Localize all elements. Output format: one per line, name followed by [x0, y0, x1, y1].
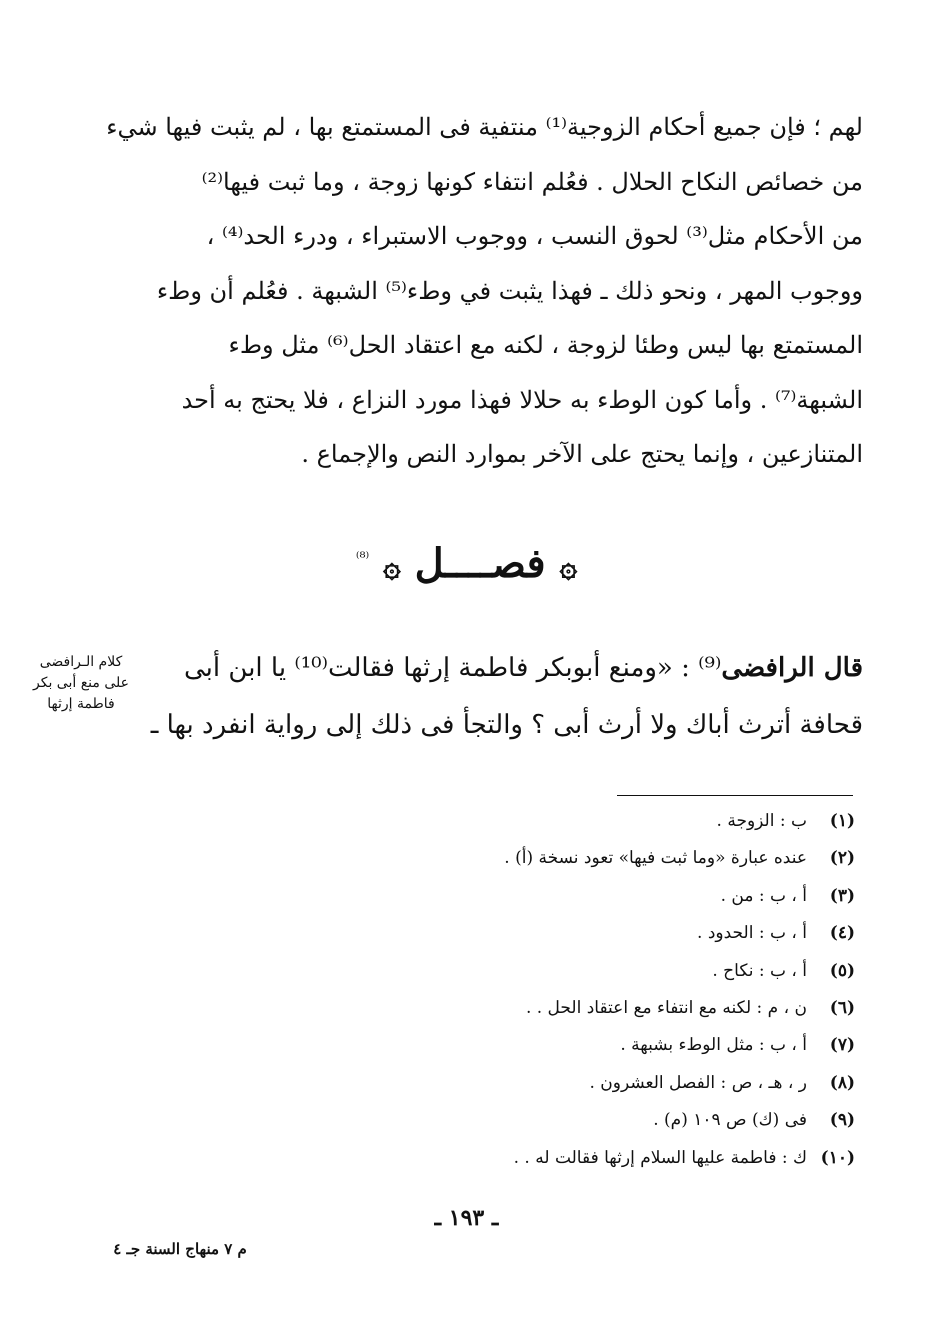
- claim-text: : «ومنع أبوبكر فاطمة إرثها فقالت⁽¹⁰⁾ يا ابن أبى: [184, 653, 699, 683]
- footnote-text: أ ، ب : نكاح .: [712, 960, 807, 981]
- margin-note-line: كلام الـرافضى: [39, 654, 123, 670]
- body-line: الشبهة⁽⁷⁾ . وأما كون الوطء به حلالا فهذا مورد النزاع ، فلا يحتج به أحد: [181, 385, 863, 414]
- claim-line: [155, 640, 863, 697]
- footnote-number: (٩): [829, 1110, 855, 1131]
- margin-note-line: فاطمة إرثها: [47, 696, 115, 712]
- footnote-number: (١٠): [820, 1147, 855, 1168]
- page-number: ـ ١٩٣ ـ: [434, 1205, 499, 1231]
- footnote-text: أ ، ب : الحدود .: [697, 923, 807, 944]
- footnote-list: [375, 803, 855, 1177]
- ornament-icon: ۞: [383, 549, 401, 585]
- body-paragraph: [106, 100, 863, 482]
- footnote-number: (٢): [829, 848, 855, 869]
- footnote-divider: [617, 795, 853, 796]
- footnote-text: ب : الزوجة .: [716, 811, 807, 831]
- footnote-number: (٥): [829, 960, 855, 981]
- footnote-item: [375, 840, 855, 877]
- claim-speaker: قال الرافضى: [721, 653, 863, 683]
- footnote-item: [375, 1065, 855, 1102]
- footnote-item: [375, 990, 855, 1027]
- footnote-item: [375, 878, 855, 915]
- footnote-item: [375, 1102, 855, 1139]
- claim-paragraph: [150, 640, 863, 754]
- footnote-number: (٨): [829, 1072, 855, 1093]
- margin-note-line: على منع أبى بكر: [33, 675, 129, 691]
- footnote-text: أ ، ب : من .: [720, 885, 807, 906]
- footnote-text: عنده عبارة «وما ثبت فيها» تعود نسخة (أ) .: [504, 848, 807, 869]
- footnote-text: ر ، هـ ، ص : الفصل العشرون .: [589, 1072, 807, 1093]
- body-line: من الأحكام مثل⁽³⁾ لحوق النسب ، ووجوب الاستبراء ، ودرء الحد⁽⁴⁾ ،: [206, 222, 863, 250]
- footnote-number: (٣): [829, 885, 855, 906]
- footnote-item: [375, 953, 855, 990]
- footnote-text: ن ، م : لكنه مع انتفاء مع اعتقاد الحل . .: [525, 998, 807, 1019]
- footnote-number: (٦): [829, 998, 855, 1019]
- body-line: المتنازعين ، وإنما يحتج على الآخر بموارد النص والإجماع .: [301, 440, 863, 468]
- footnote-number: (٧): [829, 1035, 855, 1056]
- footnote-item: [375, 1027, 855, 1064]
- body-line: لهم ؛ فإن جميع أحكام الزوجية⁽¹⁾ منتفية فى المستمتع بها ، لم يثبت فيها شيء: [106, 113, 863, 141]
- footnote-text: ك : فاطمة عليها السلام إرثها فقالت له . .: [513, 1147, 807, 1168]
- body-line: من خصائص النكاح الحلال . فعُلم انتفاء كونها زوجة ، وما ثبت فيها⁽²⁾: [201, 167, 863, 196]
- footnote-mark: ⁽⁹⁾: [698, 653, 722, 683]
- footnote-mark: ⁽⁸⁾: [355, 548, 370, 567]
- footnote-number: (٤): [829, 923, 855, 944]
- footnote-item: [375, 1140, 855, 1177]
- margin-note: [22, 652, 140, 715]
- footnote-text: أ ، ب : مثل الوطء بشبهة .: [620, 1035, 807, 1056]
- body-line: ووجوب المهر ، ونحو ذلك ـ فهذا يثبت في وطء⁽⁵⁾ الشبهة . فعُلم أن وطء: [156, 276, 863, 305]
- section-heading: [0, 540, 933, 587]
- footnote-item: [375, 803, 855, 840]
- printer-signature: م ٧ منهاج السنة جـ ٤: [113, 1240, 247, 1258]
- section-title: فصــــل: [414, 540, 546, 587]
- footnote-text: فى (ك) ص ١٠٩ (م) .: [653, 1110, 807, 1131]
- footnote-item: [375, 915, 855, 952]
- footnote-number: (١): [829, 811, 855, 831]
- claim-line: قحافة أترث أباك ولا أرث أبى ؟ والتجأ فى ذلك إلى رواية انفرد بها ـ: [150, 710, 863, 740]
- ornament-icon: ۞: [559, 549, 578, 585]
- body-line: المستمتع بها ليس وطئا لزوجة ، لكنه مع اعتقاد الحل⁽⁶⁾ مثل وطء: [228, 331, 863, 359]
